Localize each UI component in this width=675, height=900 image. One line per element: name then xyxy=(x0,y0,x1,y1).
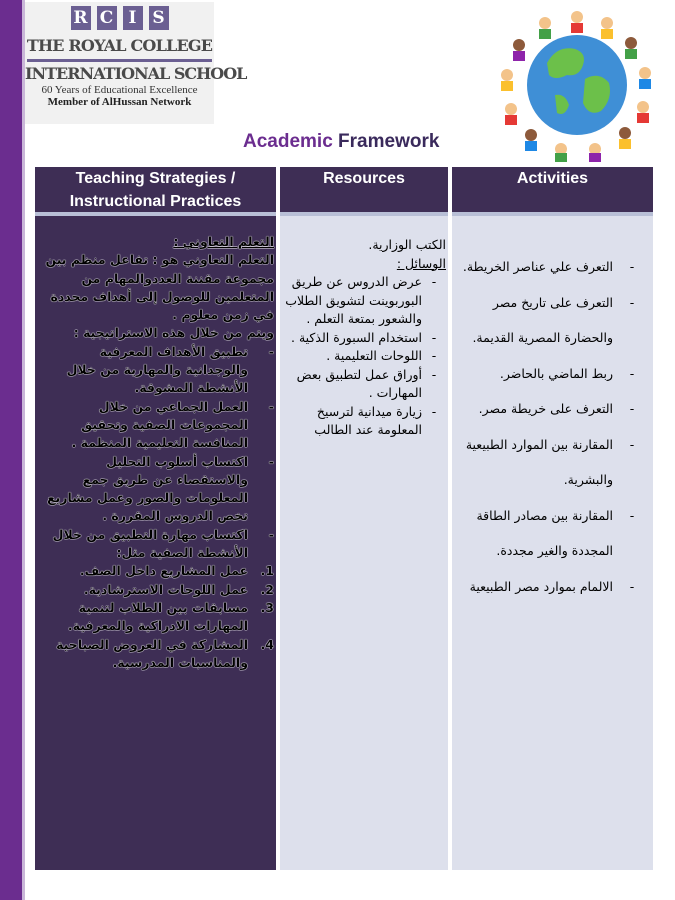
logo-tagline: 60 Years of Educational Excellence xyxy=(41,84,198,96)
school-logo xyxy=(25,2,247,124)
dash-marker: - xyxy=(629,507,635,523)
strategy-item xyxy=(44,343,274,398)
dash-marker: - xyxy=(268,453,274,469)
numbered-item xyxy=(44,581,274,599)
numbered-item-text: مسابقات بين الطلاب لتنمية المهارات الادراكية والمعرفية. xyxy=(67,599,248,634)
strategy-item xyxy=(44,526,274,563)
strategy-item xyxy=(44,453,274,526)
activity-item-text: المقارنة بين الموارد الطبيعية والبشرية. xyxy=(465,436,613,487)
dash-marker: - xyxy=(629,294,635,310)
logo-letter-boxes xyxy=(25,6,214,30)
logo-school-name: INTERNATIONAL SCHOOL xyxy=(25,64,247,83)
dash-marker: - xyxy=(431,329,437,345)
activity-item-text: التعرف على خريطة مصر. xyxy=(478,401,613,416)
activity-item-text: التعرف علي عناصر الخريطة. xyxy=(462,259,613,274)
dash-marker: - xyxy=(431,403,437,419)
globe-children-illustration xyxy=(495,3,659,163)
dash-marker: - xyxy=(629,259,635,274)
numbered-item xyxy=(44,599,274,636)
left-accent-stripe-edge xyxy=(22,0,25,900)
logo-letter: I xyxy=(123,6,143,30)
resources-means-heading: الوسائل : xyxy=(396,255,446,271)
number-marker: 3. xyxy=(260,599,274,615)
dash-marker: - xyxy=(268,526,274,542)
resource-item-text: زيارة ميدانية لترسيخ المعلومة عند الطالب xyxy=(314,403,422,437)
strategy-item-text: اكتساب أسلوب التحليل والاستقصاء عن طريق جمع المعلومات والصور وعمل مشاريع تخص الدروس المقررة . xyxy=(47,453,248,524)
activities-content xyxy=(455,249,651,604)
resource-item-text: اللوحات التعليمية . xyxy=(326,348,422,363)
strategy-item-text: العمل الجماعي من خلال المجموعات الصفية وتحقيق المنافسة التعليمية المنظمة . xyxy=(71,398,248,451)
activity-item xyxy=(455,427,651,498)
activity-item-text: المقارنة بين مصادر الطاقة المجددة والغير مجددة. xyxy=(476,507,613,558)
resource-item xyxy=(284,366,446,403)
resource-item-text: عرض الدروس عن طريق البوربوينت لتشويق الطلاب والشعور بمتعة التعلم . xyxy=(285,274,422,326)
numbered-item xyxy=(44,562,274,580)
dash-marker: - xyxy=(268,398,274,414)
logo-network: Member of AlHussan Network xyxy=(47,96,192,108)
resources-content xyxy=(284,236,446,440)
activity-item xyxy=(455,498,651,569)
resource-item xyxy=(284,347,446,366)
activity-item xyxy=(455,569,651,605)
numbered-item-text: المشاركة في العروض الصباحية والمناسبات المدرسية. xyxy=(56,636,248,670)
dash-marker: - xyxy=(431,348,437,363)
activity-item-text: ربط الماضي بالحاضر. xyxy=(499,365,613,381)
activity-item xyxy=(455,356,651,392)
title-part-framework: Framework xyxy=(338,131,440,152)
title-part-academic: Academic xyxy=(243,131,339,152)
resource-item xyxy=(284,329,446,348)
strategy-item xyxy=(44,398,274,453)
dash-marker: - xyxy=(629,578,635,594)
strategies-content xyxy=(44,233,274,672)
header-teaching-strategies: Teaching Strategies / Instructional Practices xyxy=(35,167,276,212)
logo-college-name: THE ROYAL COLLEGE xyxy=(26,36,213,55)
activity-item-text: الالمام بموارد مصر الطبيعية xyxy=(469,578,613,594)
numbered-item-text: عمل المشاريع داخل الصف. xyxy=(79,563,248,579)
resource-item xyxy=(284,403,446,440)
header-activities: Activities xyxy=(452,167,653,212)
logo-letter: S xyxy=(149,6,169,30)
strategy-item-text: تطبيق الأهداف المعرفية والوجدانية والمهارية من خلال الأنشطة المشوقة. xyxy=(66,343,248,396)
activity-item xyxy=(455,249,651,285)
numbered-item xyxy=(44,636,274,673)
strategies-definition: التعلم التعاوني هو : تفاعل منظم بين مجموعة مقننة العددوالمهام من المتعلمين للوصول إلى أهداف محددة في زمن معلوم . xyxy=(45,252,274,323)
dash-marker: - xyxy=(629,401,635,416)
globe-illustration-svg xyxy=(495,3,659,163)
strategies-heading: التعلم التعاوني : xyxy=(173,234,274,249)
resource-item xyxy=(284,273,446,329)
resources-books: الكتب الوزارية. xyxy=(368,237,446,252)
dash-marker: - xyxy=(431,366,437,382)
logo-letter: C xyxy=(97,6,117,30)
page-title xyxy=(243,131,439,153)
strategy-item-text: اكتساب مهارة التطبيق من خلال الأنشطة الصفية مثل: xyxy=(52,526,248,561)
number-marker: 2. xyxy=(260,581,274,597)
dash-marker: - xyxy=(431,274,437,289)
logo-divider xyxy=(27,59,212,62)
activity-item-text: التعرف على تاريخ مصر والحضارة المصرية القديمة. xyxy=(472,294,613,345)
number-marker: 1. xyxy=(260,563,274,579)
resource-item-text: استخدام السبورة الذكية . xyxy=(291,329,422,345)
activity-item xyxy=(455,285,651,356)
number-marker: 4. xyxy=(260,636,274,652)
dash-marker: - xyxy=(629,365,635,381)
dash-marker: - xyxy=(629,436,635,452)
activity-item xyxy=(455,391,651,427)
resource-item-text: أوراق عمل لتطبيق بعض المهارات . xyxy=(296,366,422,400)
numbered-item-text: عمل اللوحات الاسترشادية. xyxy=(83,581,248,597)
logo-letter: R xyxy=(71,6,91,30)
header-resources: Resources xyxy=(280,167,448,212)
strategies-intro: ويتم من خلال هذه الاستراتيجية : xyxy=(73,325,274,341)
left-accent-stripe xyxy=(0,0,22,900)
dash-marker: - xyxy=(268,343,274,359)
